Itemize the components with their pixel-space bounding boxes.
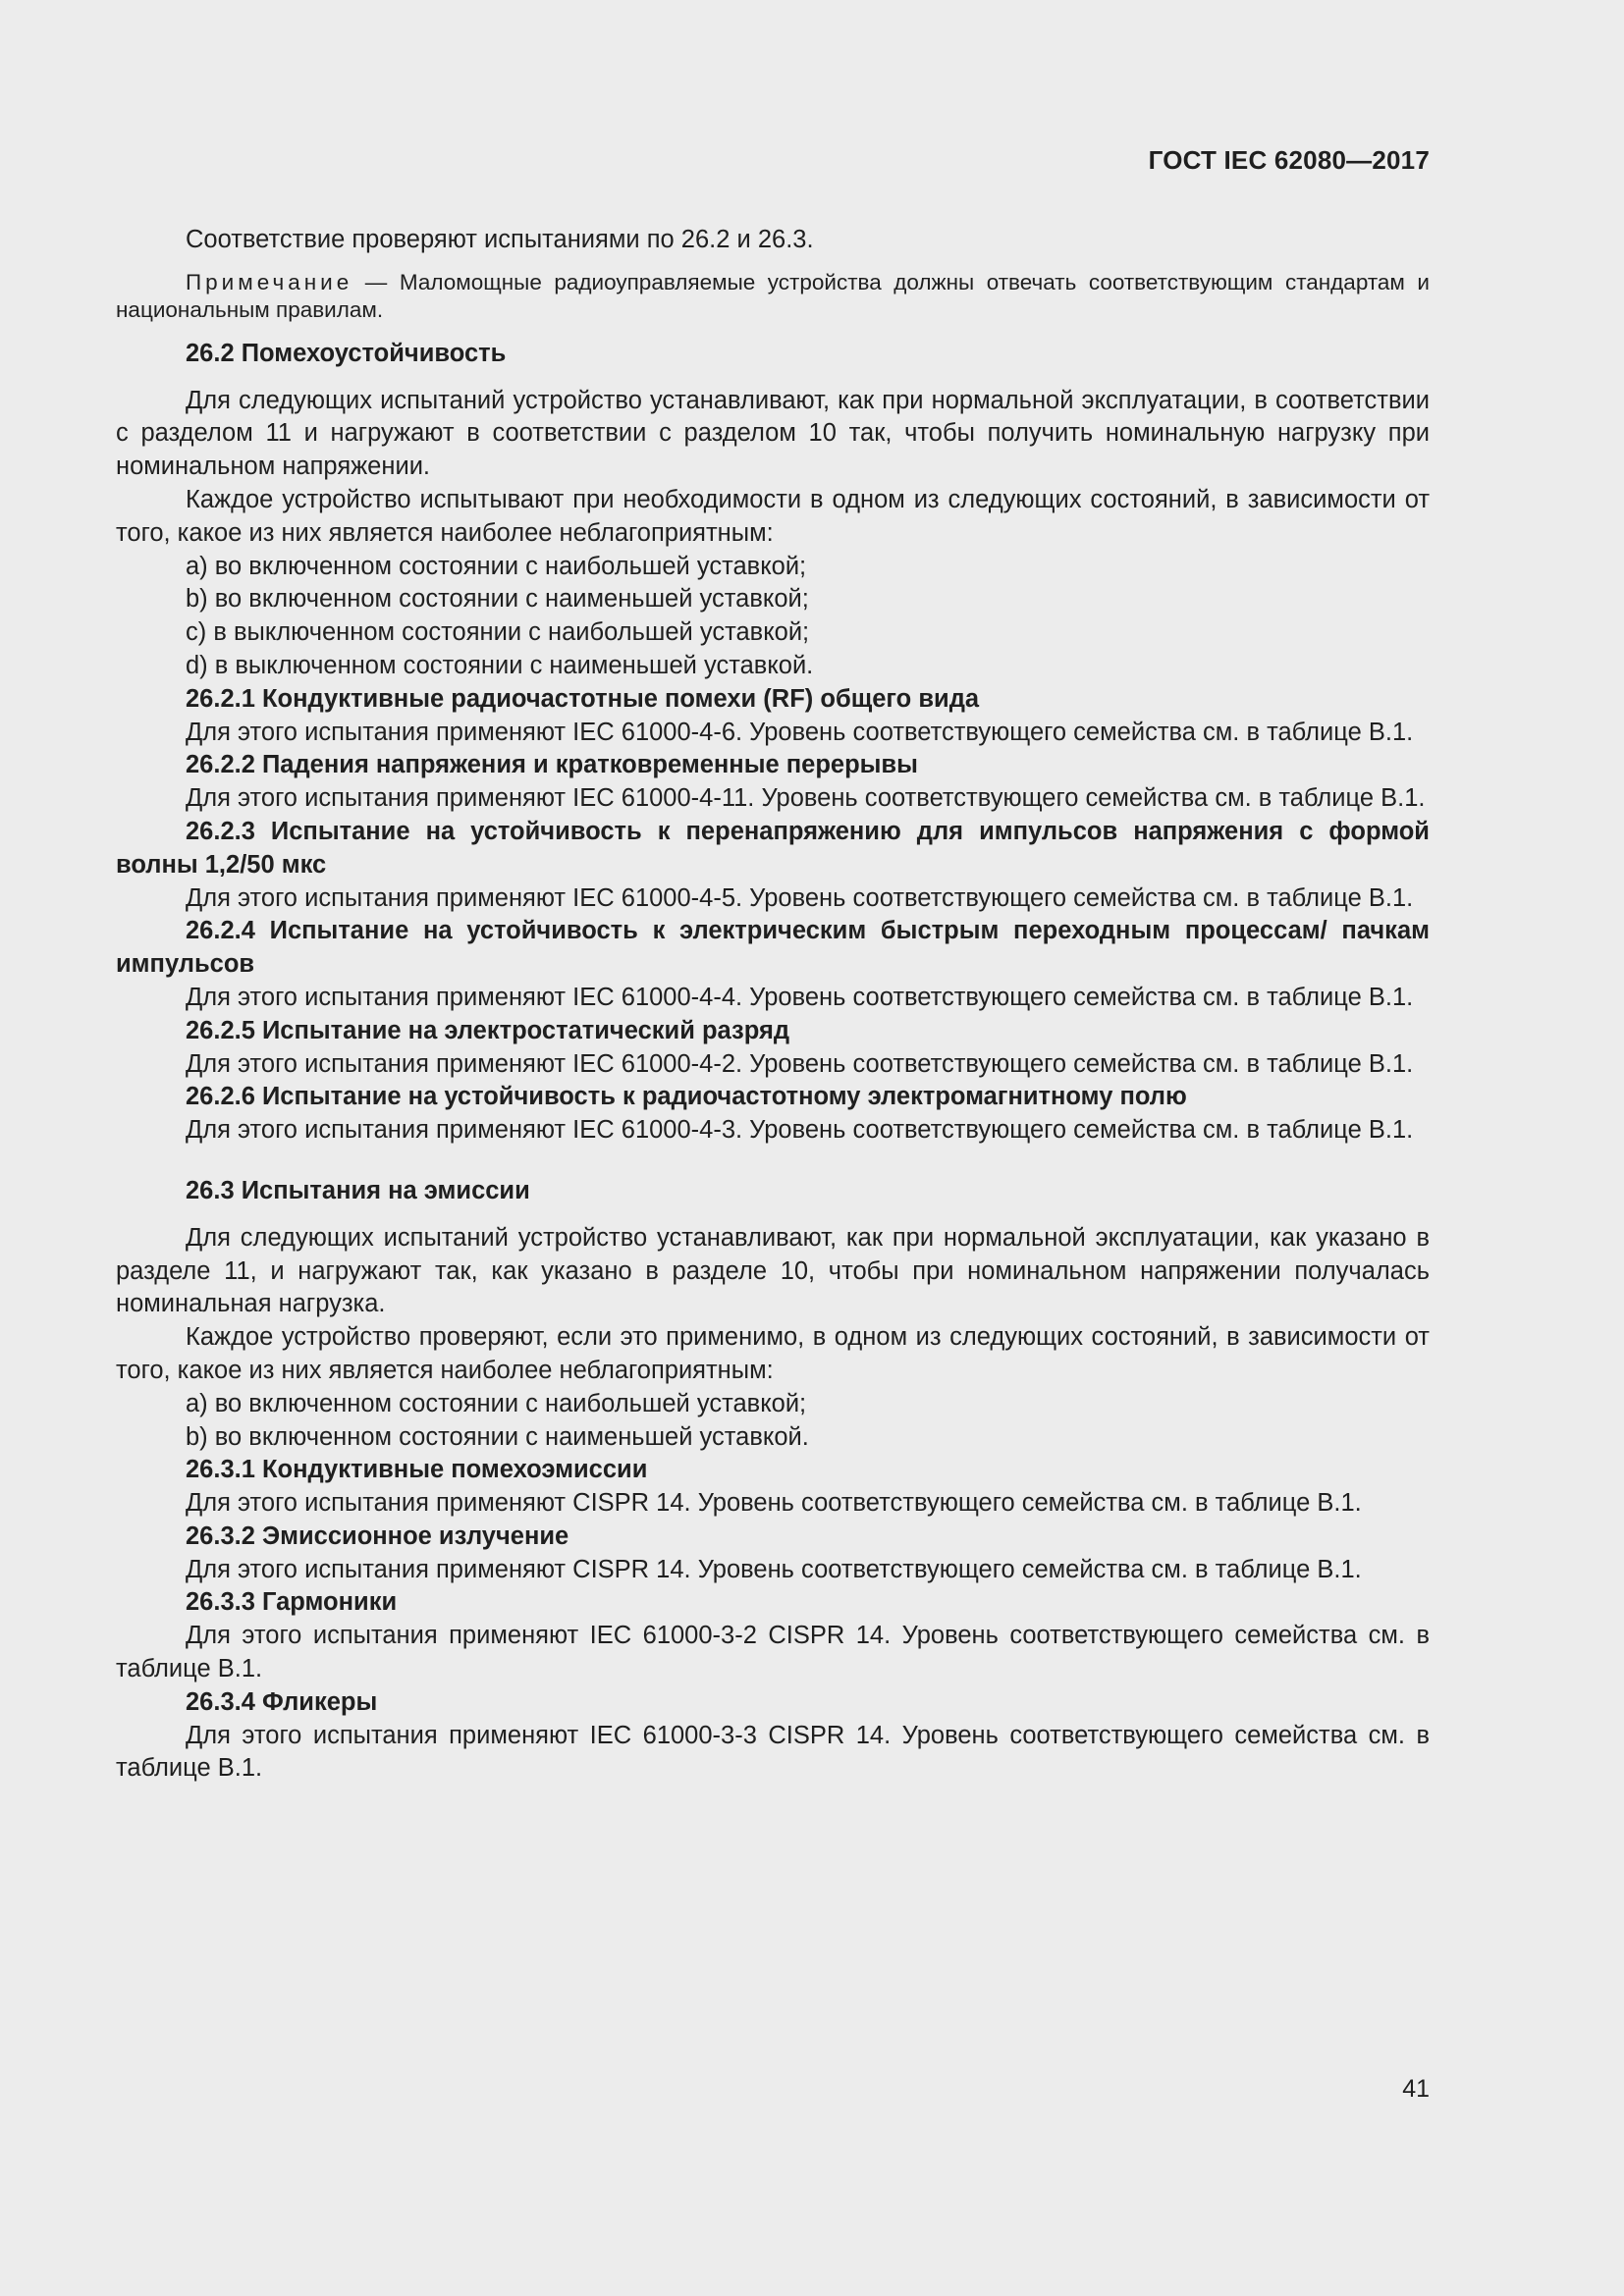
subsection-heading-26-3-4: 26.3.4 Фликеры (186, 1687, 378, 1716)
note-label: Примечание (186, 269, 353, 294)
subsection-heading-26-2-5: 26.2.5 Испытание на электростатический разряд (186, 1016, 790, 1044)
subsection-heading-26-2-2: 26.2.2 Падения напряжения и кратковременные перерывы (186, 751, 918, 779)
subsection-text-26-2-6: Для этого испытания применяют IEC 61000-4-3. Уровень соответствующего семейства см. в таблице В.1. (186, 1116, 1414, 1145)
subsection-heading-26-2-1: 26.2.1 Кондуктивные радиочастотные помехи (RF) общего вида (186, 684, 980, 713)
list-item: а) во включенном состоянии с наибольшей уставкой; (186, 552, 807, 580)
subsection-text-26-3-2: Для этого испытания применяют CISPR 14. Уровень соответствующего семейства см. в таблице В.1. (186, 1555, 1362, 1583)
note-text: — Маломощные радиоуправляемые устройства должны отвечать соответствующим стандартам и национальным правилам. (116, 269, 1430, 322)
subsection-heading-26-3-3: 26.3.3 Гармоники (186, 1588, 398, 1617)
section-26-3-paragraph-2: Каждое устройство проверяют, если это применимо, в одном из следующих состояний, в зависимости от того, какое из них является наиболее неблагоприятным: (116, 1323, 1430, 1384)
subsection-text-26-2-4: Для этого испытания применяют IEC 61000-4-4. Уровень соответствующего семейства см. в таблице В.1. (186, 983, 1414, 1011)
subsection-heading-26-2-3: 26.2.3 Испытание на устойчивость к перенапряжению для импульсов напряжения с формой волны 1,2/50 мкс (116, 817, 1430, 879)
list-item: а) во включенном состоянии с наибольшей уставкой; (186, 1389, 807, 1417)
list-item: с) в выключенном состоянии с наибольшей уставкой; (186, 618, 810, 647)
subsection-text-26-2-5: Для этого испытания применяют IEC 61000-4-2. Уровень соответствующего семейства см. в таблице В.1. (186, 1049, 1414, 1078)
list-item: b) во включенном состоянии с наименьшей уставкой; (186, 585, 809, 614)
subsection-text-26-3-3: Для этого испытания применяют IEC 61000-3-2 CISPR 14. Уровень соответствующего семейства см. в таблице В.1. (116, 1622, 1430, 1683)
document-header: ГОСТ IEC 62080—2017 (1148, 145, 1430, 175)
subsection-text-26-2-3: Для этого испытания применяют IEC 61000-4-5. Уровень соответствующего семейства см. в таблице В.1. (186, 883, 1414, 912)
section-heading-26-3: 26.3 Испытания на эмиссии (186, 1176, 530, 1204)
list-item: d) в выключенном состоянии с наименьшей уставкой. (186, 651, 814, 679)
section-heading-26-2: 26.2 Помехоустойчивость (186, 339, 507, 367)
subsection-heading-26-2-4: 26.2.4 Испытание на устойчивость к электрическим быстрым переходным процессам/ пачкам импульсов (116, 917, 1430, 979)
page-content (116, 224, 1430, 1786)
subsection-heading-26-2-6: 26.2.6 Испытание на устойчивость к радиочастотному электромагнитному полю (186, 1083, 1187, 1111)
section-26-2-paragraph-2: Каждое устройство испытывают при необходимости в одном из следующих состояний, в зависимости от того, какое из них является наиболее неблагоприятным: (116, 485, 1430, 547)
compliance-text: Соответствие проверяют испытаниями по 26.2 и 26.3. (186, 226, 814, 253)
page-number: 41 (1402, 2075, 1430, 2103)
note-paragraph (116, 269, 1430, 324)
subsection-text-26-2-1: Для этого испытания применяют IEC 61000-4-6. Уровень соответствующего семейства см. в таблице В.1. (186, 718, 1414, 746)
subsection-heading-26-3-2: 26.3.2 Эмиссионное излучение (186, 1522, 569, 1550)
subsection-text-26-3-1: Для этого испытания применяют CISPR 14. Уровень соответствующего семейства см. в таблице В.1. (186, 1489, 1362, 1518)
subsection-text-26-2-2: Для этого испытания применяют IEC 61000-4-11. Уровень соответствующего семейства см. в таблице В.1. (186, 784, 1426, 813)
subsection-heading-26-3-1: 26.3.1 Кондуктивные помехоэмиссии (186, 1456, 648, 1484)
section-26-3-paragraph-1: Для следующих испытаний устройство устанавливают, как при нормальной эксплуатации, как указано в разделе 11, и нагружают так, как указано в разделе 10, чтобы при номинальном напряжении получалась номинальная нагрузка. (116, 1223, 1430, 1318)
subsection-text-26-3-4: Для этого испытания применяют IEC 61000-3-3 CISPR 14. Уровень соответствующего семейства см. в таблице В.1. (116, 1721, 1430, 1783)
list-item: b) во включенном состоянии с наименьшей уставкой. (186, 1422, 809, 1451)
section-26-2-paragraph-1: Для следующих испытаний устройство устанавливают, как при нормальной эксплуатации, в соответствии с разделом 11 и нагружают в соответствии с разделом 10 так, чтобы получить номинальную нагрузку при номинальном напряжении. (116, 386, 1430, 481)
